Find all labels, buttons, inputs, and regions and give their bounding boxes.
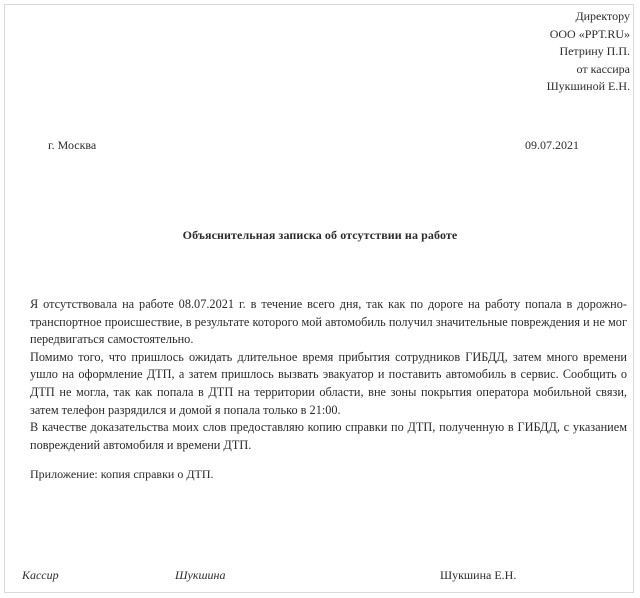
- addressee-line-company: ООО «РРТ.RU»: [549, 26, 630, 41]
- addressee-line-from: от кассира: [576, 61, 630, 76]
- addressee-line-author: Шукшиной Е.Н.: [546, 79, 630, 93]
- document-title: Объяснительная записка об отсутствии на работе: [182, 228, 458, 242]
- body-paragraph-2: Помимо того, что пришлось ожидать длительное время прибытия сотрудников ГИБДД, затем много времени ушло на оформление ДТП, а затем пришлось вызвать эвакуатор и поставить автомобиль в сервис. Сообщить о ДТП не могла, так как попала в ДТП на территории области, вне зоны покрытия оператора мобильной связи, затем телефон разрядился и домой я попала только в 21:00.: [30, 349, 627, 417]
- body-paragraph-1: Я отсутствовала на работе 08.07.2021 г. в течение всего дня, так как по дороге на работу попала в дорожно-транспортное происшествие, в результате которого мой автомобиль получил значительные повреждения и не мог передвигаться самостоятельно.: [30, 297, 627, 347]
- document-place: г. Москва: [48, 138, 97, 152]
- document-date: 09.07.2021: [525, 138, 579, 152]
- signature-role: Кассир: [22, 568, 59, 582]
- attachment-note: Приложение: копия справки о ДТП.: [30, 467, 214, 481]
- handwritten-signature: Шукшина: [175, 568, 226, 582]
- addressee-line-director: Петрину П.П.: [559, 44, 630, 58]
- addressee-block: [547, 8, 630, 96]
- addressee-line-position: Директору: [575, 9, 630, 23]
- signature-name: Шукшина Е.Н.: [440, 568, 517, 582]
- body-paragraph-3: В качестве доказательства моих слов предоставляю копию справки по ДТП, полученную в ГИБДД, с указанием повреждений автомобиля и времени ДТП.: [30, 420, 627, 452]
- document-body: [30, 296, 627, 454]
